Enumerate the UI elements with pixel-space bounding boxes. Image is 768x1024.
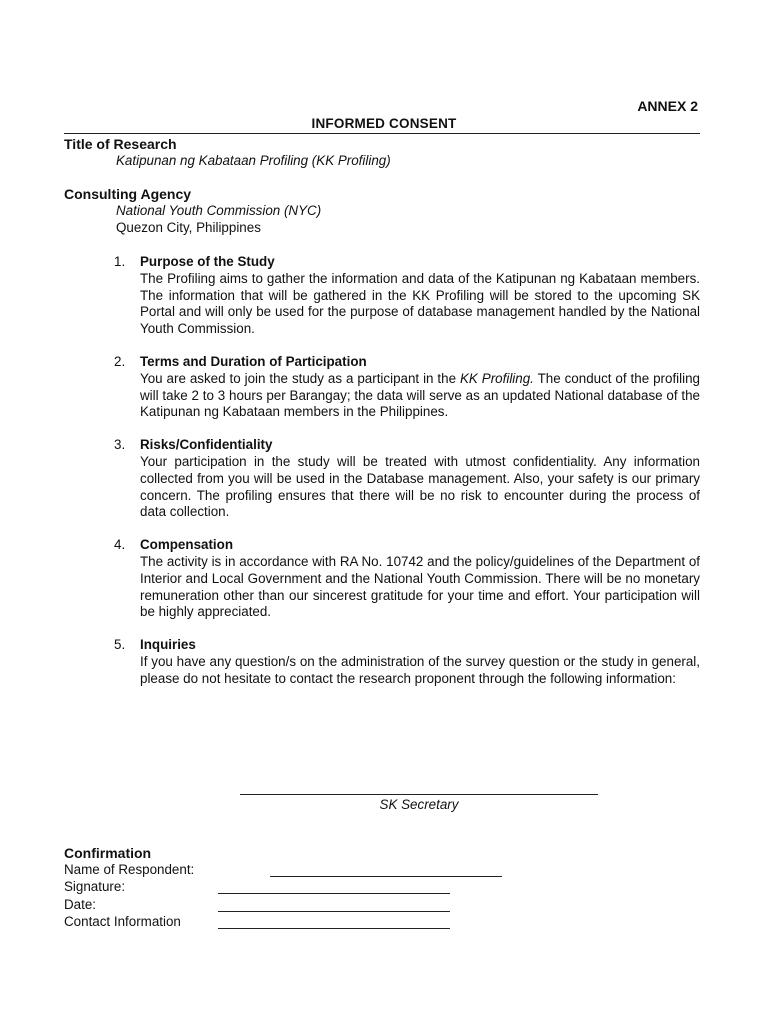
section-title: Compensation xyxy=(140,537,233,553)
confirmation-block xyxy=(64,845,564,932)
signatory-role: SK Secretary xyxy=(379,797,459,812)
consulting-agency-label: Consulting Agency xyxy=(64,186,192,202)
section-number: 3. xyxy=(114,437,126,453)
section-body-text: You are asked to join the study as a participant in the xyxy=(140,370,460,386)
section-compensation xyxy=(114,537,700,621)
confirmation-title: Confirmation xyxy=(64,845,152,861)
agency-address: Quezon City, Philippines xyxy=(116,219,261,235)
section-number: 2. xyxy=(114,353,126,369)
field-label: Contact Information xyxy=(64,914,181,930)
section-body: If you have any question/s on the administration of the survey question or the study in general, please do not hesitate to contact the research proponent through the following information: xyxy=(140,653,700,686)
contact-info-row xyxy=(64,914,564,932)
research-title-value: Katipunan ng Kabataan Profiling (KK Profiling) xyxy=(116,152,391,168)
field-label: Name of Respondent: xyxy=(64,861,195,877)
contact-info-line[interactable] xyxy=(218,928,450,929)
respondent-name-line[interactable] xyxy=(270,876,502,877)
section-number: 4. xyxy=(114,537,126,553)
section-body: The Profiling aims to gather the information and data of the Katipunan ng Kabataan members. The information that will be gathered in the KK Profiling will be stored to the upcoming SK Portal and will only be used for the purpose of database management handled by the National Youth Commission. xyxy=(140,270,700,337)
field-label: Signature: xyxy=(64,879,126,895)
date-line[interactable] xyxy=(218,911,450,912)
signature-line xyxy=(240,794,598,795)
section-body-text: The conduct of the profiling will take 2 to 3 hours per Barangay; the data will serve as an updated National database of the Katipunan ng Kabataan members in the Philippines. xyxy=(140,370,700,420)
annex-label: ANNEX 2 xyxy=(637,98,698,114)
header-divider xyxy=(64,133,700,134)
section-inquiries xyxy=(114,637,700,687)
section-number: 1. xyxy=(114,254,126,269)
research-title-block xyxy=(64,136,704,170)
respondent-name-row xyxy=(64,862,564,880)
signature-line-field[interactable] xyxy=(218,893,450,894)
research-title-label: Title of Research xyxy=(64,136,177,152)
signature-row xyxy=(64,879,564,897)
signatory-block xyxy=(240,784,598,814)
agency-name: National Youth Commission (NYC) xyxy=(116,202,322,218)
section-body: The activity is in accordance with RA No. 10742 and the policy/guidelines of the Department of Interior and Local Government and the National Youth Commission. There will be no monetary remuneration other than our sincerest gratitude for your time and effort. Your participation will be highly appreciated. xyxy=(140,553,700,620)
section-risks xyxy=(114,437,700,521)
section-title: Purpose of the Study xyxy=(140,254,275,269)
date-row xyxy=(64,897,564,915)
section-title: Terms and Duration of Participation xyxy=(140,353,367,369)
section-title: Inquiries xyxy=(140,637,196,653)
document-title: INFORMED CONSENT xyxy=(311,116,457,131)
section-number: 5. xyxy=(114,637,126,653)
section-body-emphasis: KK Profiling. xyxy=(459,370,534,386)
section-body xyxy=(114,371,700,421)
section-body: Your participation in the study will be treated with utmost confidentiality. Any information collected from you will be used in the Database management. Also, your safety is our primary concern. The profiling ensures that there will be no risk to encounter during the process of data collection. xyxy=(140,453,700,520)
section-purpose xyxy=(114,254,700,338)
consent-sections xyxy=(114,254,700,704)
section-terms xyxy=(114,354,700,421)
section-title: Risks/Confidentiality xyxy=(140,437,273,453)
consulting-agency-block xyxy=(64,186,704,236)
field-label: Date: xyxy=(64,896,97,912)
